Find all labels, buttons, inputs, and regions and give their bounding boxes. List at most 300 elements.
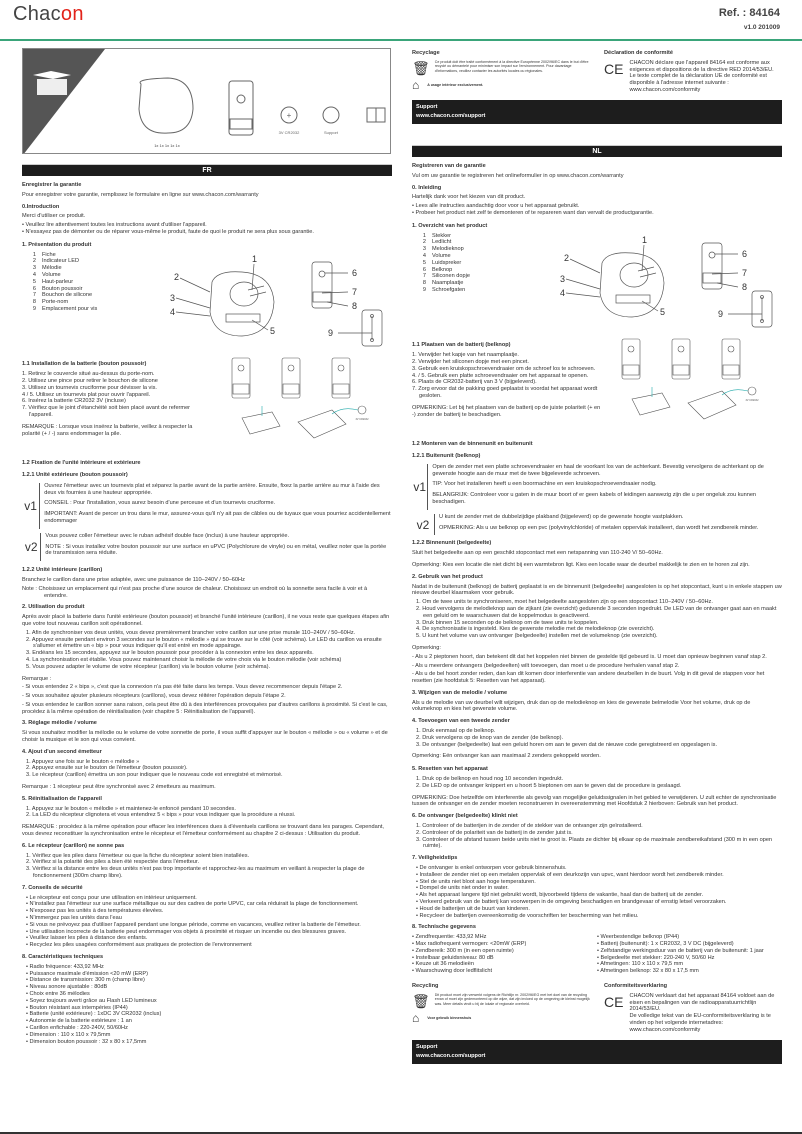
- numbered-list: [412, 599, 782, 640]
- list-item: 3. Vérifiez si la distance entre les deux unités n'est pas trop importante et rapprochez-les au maximum en veillant à respecter la plage de fonctionnement (300m champ libre).: [26, 866, 365, 880]
- part-number: 6: [32, 285, 36, 292]
- numbered-list: [22, 630, 392, 671]
- list-item: 6. Insérez la batterie CR2032 3V (incluse): [22, 398, 126, 405]
- part-item: [418, 273, 470, 280]
- spec-item: • Afmetingen: 110 x 110 x 79,5 mm: [597, 961, 684, 968]
- list-item: • Une utilisation incorrecte de la batterie peut endommager vos objets à proximité et risquer un incendie ou des blessures graves.: [26, 928, 347, 935]
- part-number: 6: [422, 266, 426, 273]
- part-number: 4: [422, 252, 426, 259]
- list-item: • Dompel de units niet onder in water.: [416, 885, 509, 892]
- battery-install-diagram: [612, 337, 782, 433]
- footer-fr: [412, 50, 782, 124]
- spec-item: • Belgedeelte met stekker: 220-240 V, 50/60 Hz: [597, 954, 715, 961]
- house-icon: ⌂: [412, 1010, 420, 1025]
- callout-7: 7: [742, 267, 748, 278]
- part-number: 3: [422, 246, 426, 253]
- weee-bin-icon: 🗑: [412, 59, 430, 76]
- product-overview: [22, 252, 392, 351]
- callout-3: 3: [560, 273, 566, 284]
- list-item: 2. Appuyez ensuite pendant environ 3 secondes sur le bouton « mélodie » qui se trouve sur le côté (voir schéma). Le LED du carillon va ensuite s'allumer et émettre un « bip » pour vous indiquer qu'il est entré en mode appairage.: [26, 636, 382, 650]
- list-item: 3. Endéans les 15 secondes, appuyez sur le bouton poussoir pour procéder à la connexion entre les deux appareils.: [26, 650, 314, 657]
- list-item: • Carillon enfichable : 220-240V, 50/60Hz: [26, 1024, 128, 1031]
- list-item: 3. Utilisez un tournevis cruciforme pour dévisser la vis.: [22, 384, 157, 391]
- spec-item: • Max radiofrequent vermogen: <20mW (ERP): [412, 941, 527, 947]
- section-heading: 1.2 Monteren van de binnenunit en buitenunit: [412, 441, 533, 448]
- variant-paragraph: TIP: Voor het installeren heeft u een boormachine en een kruiskopschroevendraaier nodig.: [432, 481, 657, 488]
- part-number: 1: [32, 251, 36, 258]
- battery-installation: [412, 337, 782, 436]
- list-item: 1. Verwijder het kapje van het naamplaatje.: [412, 352, 519, 359]
- bullet-item: • Veuillez lire attentivement toutes les instructions avant d'utiliser l'appareil.: [22, 222, 207, 229]
- list-item: • Bouton résistant aux intempéries (IP44): [26, 1004, 128, 1011]
- variant-body: [40, 533, 392, 561]
- variant-paragraph: Ouvrez l'émetteur avec un tournevis plat et séparez la partie avant de la partie arrière. Ensuite, fixez la partie arrière au mur à l'aide des deux vis fournies à une hauteur appropriée.: [44, 482, 380, 496]
- product-overview-diagram: [552, 233, 782, 329]
- paragraph: Opmerking: Kies een locatie die niet dicht bij een warmtebron ligt. Kies een locatie waar de deurbel makkelijk te zien en te horen zal zijn.: [412, 561, 750, 568]
- list-item: 2. Appuyez ensuite sur le bouton de l'émetteur (bouton poussoir).: [26, 765, 188, 772]
- bullet-item: • N'essayez pas de démonter ou de réparer vous-même le produit, faute de quoi le produit ne sera plus sous garantie.: [22, 228, 314, 235]
- indoor-use-text: Voor gebruik binnenshuis: [427, 1015, 472, 1020]
- list-item: • Dimension bouton poussoir : 32 x 80 x 17,5mm: [26, 1038, 147, 1045]
- list-item: 1. Appuyez sur le bouton « mélodie » et maintenez-le enfoncé pendant 10 secondes.: [26, 805, 236, 812]
- callout-7: 7: [352, 286, 358, 297]
- paragraph: Opmerking: Eén ontvanger kan aan maximaal 2 zenders gekoppeld worden.: [412, 753, 601, 760]
- list-item: 1. Druk op de belknop en houd nog 10 seconden ingedrukt.: [416, 776, 564, 783]
- paragraph: Hartelijk dank voor het kiezen van dit product.: [412, 194, 526, 201]
- battery-label: 3V CR2032: [278, 130, 300, 135]
- parts-list: [412, 233, 470, 332]
- spec-item: • Zelfstandige werkingsduur van de batterij van de buitenunit: 1 jaar: [597, 947, 764, 954]
- part-number: 2: [422, 239, 426, 246]
- numbered-list: [22, 853, 392, 880]
- paragraph: Vul om uw garantie te registreren het onlineformulier in op www.chacon.com/warranty: [412, 172, 624, 179]
- battery-icon: [281, 107, 297, 123]
- callout-9: 9: [718, 308, 724, 319]
- part-label: Bouton poussoir: [42, 285, 83, 292]
- section-heading: 1. Présentation du produit: [22, 241, 92, 248]
- part-number: 8: [32, 299, 36, 306]
- list-item: • Als het apparaat langere tijd niet gebruikt wordt, bijvoorbeeld tijdens de vakantie, haal dan de batterij uit de zender.: [416, 892, 704, 899]
- support-title: Support: [416, 103, 438, 110]
- part-item: [28, 272, 97, 279]
- list-item: 2. De LED op de ontvanger knippert en u hoort 5 bieptonen om aan te geven dat de procedure is geslaagd.: [416, 782, 682, 789]
- list-item: • Batterie (unité extérieure) : 1xDC 3V CR2032 (inclus): [26, 1011, 162, 1018]
- part-item: [28, 279, 97, 286]
- callout-9: 9: [328, 327, 334, 338]
- part-label: Fiche: [42, 251, 56, 258]
- spec-column-right: [597, 934, 782, 975]
- list-item: • N'installez pas l'émetteur sur une surface métallique ou sur des cadres de porte UPVC, car cela réduirait la plage de fonctionnement.: [26, 901, 359, 908]
- part-label: Volume: [42, 271, 61, 278]
- chime-drawing: [139, 78, 193, 133]
- list-item: 2. Controleer of de polariteit van de batterij in de zender juist is.: [416, 829, 573, 836]
- list-item: 2. Verwijder het siliconen dopje met een pincet.: [412, 358, 529, 365]
- part-label: Ledlicht: [432, 239, 452, 246]
- part-item: [28, 252, 97, 259]
- paragraph: Als u de melodie van uw deurbel wilt wijzigen, druk dan op de melodieknop en kies de gewenste belmelodie Voor het volume, druk op de volumeknop en kies het gewenste volume.: [412, 699, 751, 713]
- part-label: Haut-parleur: [42, 278, 74, 285]
- battery-installation: [22, 356, 392, 455]
- list-item: 4. / 5. Gebruik een platte schroevendraaier om het apparaat te openen.: [412, 372, 589, 379]
- battery-note: OPMERKING: Let bij het plaatsen van de batterij op de juiste polariteit (+ en -) zonder de batterij te beschadigen.: [412, 404, 601, 418]
- svg-text:+: +: [286, 111, 292, 120]
- bullet-list: [412, 865, 782, 919]
- section-heading: 7. Conseils de sécurité: [22, 884, 83, 891]
- list-item: 3. Gebruik een kruiskopschroevendraaier om de schroef los te schroeven.: [412, 365, 596, 372]
- spec-column-left: [412, 934, 597, 975]
- list-item: • Radio fréquence: 433,92 MHz: [26, 963, 104, 970]
- callout-4: 4: [170, 306, 176, 317]
- section-heading: 2. Gebruik van het product: [412, 573, 483, 580]
- section-nl: [412, 145, 782, 1064]
- part-item: [28, 292, 97, 299]
- list-item: 2. Houd vervolgens de melodieknop aan de zijkant (zie overzicht) gedurende 3 seconden ingedrukt. De LED van de ontvanger gaat aan en maakt een geluid om te waarschuwen dat de koppelmodus is geactiveerd.: [416, 605, 777, 619]
- list-item: 3. Le récepteur (carillon) émettra un son pour indiquer que le nouveau code est enregistré et mémorisé.: [26, 772, 283, 779]
- part-label: Volume: [432, 252, 451, 259]
- list-item: 2. Vérifiez si la polarité des piles a bien été respectée dans l'émetteur.: [26, 859, 200, 866]
- list-item: • Recyclez les piles usagées conformément aux pratiques de protection de l'environnement: [26, 942, 252, 949]
- support-link[interactable]: www.chacon.com/support: [416, 1052, 486, 1059]
- variant-body: [39, 483, 392, 529]
- variant-paragraph: NOTE : Si vous installez votre bouton poussoir sur une surface en uPVC (Polychlorure de vinyle) ou en métal, veuillez noter que la portée de transmission sera réduite.: [45, 543, 387, 557]
- paragraph: Nadat in de buitenunit (belknop) de batterij geplaatst is en de binnenunit (belgedeelte) aangesloten is op het stopcontact, kunt u in enkele stappen uw nieuwe deurbel klaarmaken voor gebruik.: [412, 583, 782, 597]
- list-item: 6. Plaats de CR2032-batterij van 3 V (bijgeleverd).: [412, 379, 537, 386]
- recycling-text: Dit product moet zijn verwerkt volgens de Richtlijn nr. 2002/96/EG met het doel van de recycling ervan of moet zijn gedemonteerd op die wijze, dat zijn invloed op de omgeving de kleinst mogelijk was. Meer details vindt u bij de lokale of regionale overheid.: [434, 992, 590, 1006]
- section-heading: 1. Overzicht van het product: [412, 222, 488, 229]
- list-item: 2. La LED du récepteur clignotera et vous entendrez 5 « bips » pour vous indiquer que la procédure a réussi.: [26, 812, 296, 819]
- list-item: 1. Om de twee units te synchroniseren, moet het belgedeelte aangesloten zijn op een stopcontact 110–240V / 50–60Hz.: [416, 599, 713, 606]
- battery-tag: 3V CR2032: [745, 399, 759, 403]
- paragraph: Merci d'utiliser ce produit.: [22, 213, 86, 220]
- spec-columns: [412, 934, 782, 975]
- part-item: [418, 253, 470, 260]
- conformity-text-2: Le texte complet de la déclaration UE de conformité est disponible à l'adresse internet suivante : www.chacon.com/conformity: [629, 73, 767, 93]
- variant-paragraph: Vous pouvez coller l'émetteur avec le ruban adhésif double face (inclus) à une hauteur appropriée.: [45, 532, 290, 539]
- callout-8: 8: [742, 281, 748, 292]
- section-heading: 0. Inleiding: [412, 184, 442, 191]
- section-heading: Registreren van de garantie: [412, 163, 486, 169]
- section-heading: 3. Wijzigen van de melodie / volume: [412, 689, 508, 696]
- language-bar-nl: NL: [412, 145, 782, 157]
- section-heading: 1.2 Fixation de l'unité intérieure et extérieure: [22, 460, 141, 467]
- variant-paragraph: U kunt de zender met de dubbelzijdige plakband (bijgeleverd) op de gewenste hoogte vastplakken.: [439, 513, 684, 520]
- callout-1: 1: [252, 253, 258, 264]
- part-label: Bouchon de silicone: [42, 292, 93, 299]
- paragraph: Pour enregistrer votre garantie, remplissez le formulaire en ligne sur www.chacon.com/warranty: [22, 191, 259, 198]
- list-item: 1. Druk eenmaal op de belknop.: [416, 728, 496, 735]
- package-icon: [33, 71, 71, 95]
- part-label: Schroefgaten: [432, 286, 466, 293]
- product-overview: [412, 233, 782, 332]
- spec-item: • Waarschuwing door ledflitslicht: [412, 968, 493, 975]
- spec-item: • Weerbestendige belknop (IP44): [597, 934, 680, 941]
- chacon-logo: Chacon: [13, 3, 84, 25]
- numbered-list: [412, 728, 782, 748]
- callout-2: 2: [564, 252, 570, 263]
- numbered-list: [22, 759, 392, 779]
- language-bar-fr: FR: [22, 164, 392, 176]
- list-item: • Recycleer de batterijen overeenkomstig de voorschriften ter bescherming van het milieu.: [416, 912, 639, 919]
- part-number: 7: [422, 273, 426, 280]
- battery-note: REMARQUE : Lorsque vous insérez la batterie, veillez à respecter la polarité (+ / -) sans endommager la pile.: [22, 423, 193, 437]
- part-item: [28, 306, 97, 313]
- parts-list: [22, 252, 97, 351]
- list-item: 1. Afin de synchroniser vos deux unités, vous devez premièrement brancher votre carillon sur une prise murale 110–240V / 50–60Hz.: [26, 629, 356, 636]
- support-title: Support: [416, 1043, 438, 1050]
- part-item: [418, 246, 470, 253]
- recycling-text: Ce produit doit être traité conformément à la directive Européenne 2002/96/EC dans le but d'être recyclé ou démantelé pour minimiser son impact sur l'environnement. Pour davantage d'informations, veuillez contacter les autorités locales ou régionales.: [434, 59, 589, 73]
- support-box-nl: [412, 1040, 782, 1064]
- battery-install-diagram: [222, 356, 392, 452]
- list-item: • Le récepteur est conçu pour une utilisation en intérieur uniquement.: [26, 894, 197, 901]
- bullet-item: • Lees alle instructies aandachtig door voor u het apparaat gebruikt.: [412, 203, 580, 210]
- part-number: 9: [422, 286, 426, 293]
- list-item: 4. La synchronisation est établie. Vous pouvez maintenant choisir la mélodie de votre choix via le bouton mélodie (voir schéma): [26, 656, 342, 663]
- section-heading: 8. Technische gegevens: [412, 924, 476, 931]
- paragraph: - Si vous entendez le carillon sonner sans raison, cela peut être dû à des interférences provoquées par d'autres carillons à proximité. Si c'est le cas, procédez à la même opération de réinitialisation (voir chapitre 5 : Réinitialisation de l'appareil).: [22, 701, 388, 715]
- section-heading: Enregistrer la garantie: [22, 182, 82, 188]
- list-item: • Choix entre 36 mélodies: [26, 990, 90, 997]
- support-icon: [323, 107, 339, 123]
- section-heading: 1.1 Plaatsen van de batterij (belknop): [412, 342, 511, 349]
- callout-2: 2: [174, 271, 180, 282]
- section-heading: 0.Introduction: [22, 203, 60, 210]
- variant-label: v1: [413, 479, 427, 494]
- section-heading: 1.2.1 Unité extérieure (bouton poussoir): [22, 471, 128, 478]
- list-item: • Dimension : 110 x 110 x 79,5mm: [26, 1031, 111, 1038]
- bullet-list: [22, 964, 392, 1046]
- variant-label: v2: [24, 539, 38, 554]
- list-item: • Soyez toujours averti grâce au Flash LED lumineux: [26, 997, 157, 1004]
- list-item: 3. De ontvanger (belgedeelte) laat een geluid horen om aan te geven dat de nieuwe code geregistreerd en opgeslagen is.: [416, 741, 718, 748]
- section-heading: 4. Ajout d'un second émetteur: [22, 748, 102, 755]
- part-label: Siliconen dopje: [432, 273, 470, 280]
- numbered-list: [412, 776, 782, 790]
- list-item: 4. De synchronisatie is ingesteld. Kies de gewenste melodie met de melodieknop (zie overzicht).: [416, 626, 655, 633]
- list-item: 1. Retirez le couvercle situé au-dessus du porte-nom.: [22, 371, 155, 378]
- section-heading: 5. Réinitialisation de l'appareil: [22, 795, 102, 802]
- variant-v2: [22, 533, 392, 561]
- variant-label: v1: [24, 498, 37, 513]
- part-item: [28, 265, 97, 272]
- part-number: 4: [32, 271, 36, 278]
- list-item: 1. Controleer of de batterijen in de zender of de stekker van de ontvanger zijn geïnstalleerd.: [416, 823, 643, 830]
- spec-item: • Keuze uit 36 melodieën: [412, 961, 474, 968]
- conformity-title: Conformiteitsverklaring: [604, 982, 668, 989]
- list-item: • Distance de transmission: 300 m (champ libre): [26, 977, 145, 984]
- product-overview-diagram: [162, 252, 392, 348]
- part-label: Indicateur LED: [42, 258, 80, 265]
- conformity-text: CHACON déclare que l'appareil 84164 est conforme aux exigences et dispositions de la directive RED 2014/53/EU.: [629, 59, 774, 73]
- paragraph: Branchez le carillon dans une prise adaptée, avec une puissance de 110–240V / 50–60Hz: [22, 576, 245, 583]
- list-item: 7. Vérifiez que le joint d'étanchéité soit bien placé avant de refermer l'appareil.: [22, 405, 191, 418]
- part-number: 8: [422, 280, 426, 287]
- conformity-text-2: De volledige tekst van de EU-conformiteitsverklaring is te vinden op het volgende internetadres: www.chacon.com/conformity: [629, 1013, 771, 1033]
- list-item: 5. Vous pouvez adapter le volume de votre récepteur (carillon) via le bouton volume (voir schéma).: [26, 663, 271, 670]
- reference-number: Ref. : 84164: [718, 7, 780, 19]
- callout-6: 6: [742, 248, 748, 259]
- list-item: 7. Zorg ervoor dat de pakking goed geplaatst is voordat het apparaat wordt gesloten.: [412, 386, 598, 399]
- conformity-text: CHACON verklaart dat het apparaat 84164 voldoet aan de eisen en bepalingen van de radioapparatuurrichtlijn 2014/53/EU.: [629, 992, 775, 1013]
- box-contents: [22, 48, 391, 154]
- part-item: [418, 280, 470, 287]
- paragraph: - Als u de bel hoort zonder reden, dan kan dit komen door interferentie van andere deurbellen in de buurt. Volg in dit geval de stappen voor het resetten (zie hoofdstuk 5: Resetten van het apparaat).: [412, 671, 765, 685]
- list-item: • De ontvanger is enkel ontworpen voor gebruik binnenshuis.: [416, 865, 567, 872]
- numbered-list: [412, 823, 782, 850]
- battery-tag: 3V CR2032: [355, 418, 369, 422]
- section-heading: 1.2.2 Unité intérieure (carillon): [22, 567, 103, 574]
- variant-v1: [412, 464, 782, 510]
- section-heading: 5. Resetten van het apparaat: [412, 766, 488, 773]
- spec-item: • Batterij (buitenunit): 1 x CR2032, 3 V DC (bijgeleverd): [597, 941, 734, 947]
- callout-6: 6: [352, 267, 358, 278]
- variant-v2: [412, 514, 782, 536]
- section-heading: 1.2.1 Buitenunit (belknop): [412, 452, 481, 459]
- list-item: 1. Appuyez une fois sur le bouton « mélodie »: [26, 758, 140, 765]
- part-number: 5: [422, 259, 426, 266]
- header-divider: [0, 39, 802, 41]
- variant-v1: [22, 483, 392, 529]
- part-number: 1: [422, 232, 426, 239]
- section-heading: 3. Réglage mélodie / volume: [22, 720, 97, 727]
- house-icon: ⌂: [412, 77, 420, 92]
- paragraph: Sluit het belgedeelte aan op een geschikt stopcontact met een netspanning van 110-240 V/ 50–60Hz.: [412, 550, 663, 557]
- paragraph: REMARQUE : procédez à la même opération pour effacer les interférences dues à d'éventuels carillons se trouvant dans les parages. Cependant, vous devrez reconstituer la synchronisation entre le récepteur et l'émetteur conformément au chapitre 2 ci-dessus : Utilisation du produit.: [22, 824, 384, 838]
- part-item: [418, 239, 470, 246]
- spec-item: • Instelbaar geluidsniveau: 80 dB: [412, 954, 494, 961]
- callout-3: 3: [170, 292, 176, 303]
- section-heading: 2. Utilisation du produit: [22, 604, 85, 611]
- section-heading: 4. Toevoegen van een tweede zender: [412, 718, 510, 725]
- section-heading: 6. De ontvanger (belgedeelte) klinkt niet: [412, 813, 518, 820]
- part-label: Belknop: [432, 266, 453, 273]
- part-label: Melodieknop: [432, 246, 464, 253]
- manual-icon: [367, 108, 385, 122]
- callout-8: 8: [352, 300, 358, 311]
- list-item: 3. Controleer of de afstand tussen beide units niet te groot is. Plaats ze dichter bij elkaar op de maximale zendbereikafstand (300 m in een open ruimte).: [416, 836, 773, 850]
- section-heading: 1.1 Installation de la batterie (bouton poussoir): [22, 361, 147, 368]
- part-label: Luidspreker: [432, 259, 462, 266]
- support-box-fr: [412, 100, 782, 124]
- part-number: 3: [32, 265, 36, 272]
- variant-paragraph: Open de zender met een platte schroevendraaier en haal de voorkant los van de achterkant. Bevestig vervolgens de achterkant op de gewenste hoogte aan de muur met de twee bijgeleverde schroeven.: [432, 463, 764, 477]
- list-item: • Puissance maximale d'émission <20 mW (ERP): [26, 970, 148, 977]
- variant-body: [434, 514, 758, 536]
- paragraph: OPMERKING: Doe hetzelfde om interferentie als gevolg van mogelijke geluidssignalen in het gebied te verwijderen. U zult echter de synchronisatie tussen de ontvanger en de zender moeten reconstrueren in overeenstemming met Hoofdstuk 2 hierboven: Gebruik van het product.: [412, 794, 777, 808]
- list-item: 5. U kunt het volume van uw ontvanger (belgedeelte) instellen met de volumeknop (zie overzicht).: [416, 633, 658, 640]
- paragraph: Opmerking:: [412, 644, 441, 651]
- bullet-item: • Probeer het product niet zelf te demonteren of te repareren want dan vervalt de productgarantie.: [412, 209, 654, 216]
- callout-1: 1: [642, 234, 648, 245]
- list-item: 2. Utilisez une pince pour retirer le bouchon de silicone: [22, 377, 158, 384]
- spec-item: • Zendfrequentie: 433,92 MHz: [412, 934, 487, 941]
- part-number: 9: [32, 305, 36, 312]
- section-fr: [22, 164, 392, 1045]
- paragraph: - Als u 2 pieptonen hoort, dan betekent dit dat het koppelen niet binnen de gestelde tijd gebeurd is. U moet dan opnieuw beginnen vanaf stap 2.: [412, 653, 767, 660]
- list-item: • Niveau sonore ajustable : 80dB: [26, 984, 108, 991]
- footer-nl: [412, 983, 782, 1064]
- part-item: [418, 260, 470, 267]
- part-label: Porte-nom: [42, 299, 69, 306]
- variant-paragraph: CONSEIL : Pour l'installation, vous aurez besoin d'une perceuse et d'un tournevis cruciforme.: [44, 500, 276, 507]
- recycling-title: Recycling: [412, 982, 439, 989]
- paragraph: Remarque : 1 récepteur peut être synchronisé avec 2 émetteurs au maximum.: [22, 784, 216, 791]
- spec-item: • Zendbereik: 300 m (in een open ruimte): [412, 947, 514, 954]
- part-label: Stekker: [432, 232, 451, 239]
- paragraph: - Als u meerdere ontvangers (belgedeelten) wilt toevoegen, dan moet u de procedure herhalen vanaf stap 2.: [412, 662, 680, 669]
- part-item: [28, 286, 97, 293]
- list-item: • Veuillez laisser les piles à distance des enfants.: [26, 935, 148, 942]
- paragraph: Après avoir placé la batterie dans l'unité extérieure (bouton poussoir) et branché l'unité intérieure (carillon), il ne vous reste que quelques étapes afin que votre tout nouveau carillon soit opérationnel.: [22, 614, 390, 627]
- numbered-list: [22, 806, 392, 820]
- list-item: 3. Druk binnen 15 seconden op de belknop om de twee units te koppelen.: [416, 619, 599, 626]
- list-item: • N'exposez pas les unités à des températures élevées.: [26, 908, 164, 915]
- part-item: [28, 299, 97, 306]
- battery-steps: [412, 337, 602, 436]
- spec-item: • Afmetingen belknop: 32 x 80 x 17,5 mm: [597, 968, 699, 975]
- section-heading: 1.2.2 Binnenunit (belgedeelte): [412, 540, 492, 547]
- variant-paragraph: OPMERKING: Als u uw belknop op een pvc (polyvinylchloride) of metalen oppervlak installeert, dan wordt het zendbereik minder.: [439, 524, 759, 531]
- paragraph: Remarque :: [22, 675, 52, 682]
- paragraph: - Si vous souhaitez ajouter plusieurs récepteurs (carillons), vous devez réitérer l'opération depuis l'étape 2.: [22, 693, 286, 700]
- bullet-list: [22, 895, 392, 949]
- battery-steps: [22, 356, 212, 455]
- part-item: [28, 258, 97, 265]
- quantity-label: 1x 1x 1x 1x 1x: [154, 143, 180, 148]
- variant-body: [427, 464, 782, 510]
- section-heading: 7. Veiligheidstips: [412, 855, 458, 862]
- list-item: • Installeer de zender niet op een metalen oppervlak of een deurkozijn van upvc, want hierdoor wordt het zendbereik minder.: [416, 871, 724, 878]
- indoor-use-text: A usage intérieur exclusivement.: [427, 82, 484, 87]
- version: v1.0 201009: [743, 24, 780, 31]
- doorbell-drawing: [229, 81, 253, 135]
- list-item: 2. Druk vervolgens op de knop van de zender (de belknop).: [416, 734, 564, 741]
- part-item: [418, 267, 470, 274]
- part-number: 2: [32, 258, 36, 265]
- bullet-item: Note : Choisissez un emplacement qui n'est pas proche d'une source de chaleur. Choisissez un endroit où la sonnette sera facile à voir et à entendre.: [22, 585, 368, 599]
- section-heading: 8. Caractéristiques techniques: [22, 954, 104, 960]
- recycling-title: Recyclage: [412, 50, 440, 56]
- ce-mark-icon: CE: [604, 993, 624, 1010]
- list-item: • Stel de units niet bloot aan hoge temperaturen.: [416, 878, 536, 885]
- support-link[interactable]: www.chacon.com/support: [416, 112, 486, 119]
- section-heading: 6. Le récepteur (carillon) ne sonne pas: [22, 842, 125, 849]
- callout-5: 5: [270, 325, 276, 336]
- callout-5: 5: [660, 306, 666, 317]
- part-number: 7: [32, 292, 36, 299]
- list-item: • Houd de batterijen uit de buurt van kinderen.: [416, 905, 530, 912]
- support-label: Support: [323, 130, 339, 135]
- part-number: 5: [32, 278, 36, 285]
- weee-bin-icon: 🗑: [412, 992, 430, 1009]
- list-item: • N'immergez pas les unités dans l'eau: [26, 915, 122, 922]
- list-item: • Si vous ne prévoyez pas d'utiliser l'appareil pendant une longue période, comme en vacances, veuillez retirer la batterie de l'émetteur.: [26, 921, 361, 928]
- part-item: [418, 287, 470, 294]
- list-item: 4 / 5. Utilisez un tournevis plat pour ouvrir l'appareil.: [22, 391, 151, 398]
- paragraph: Si vous souhaitez modifier la mélodie ou le volume de votre sonnette de porte, il vous suffit d'appuyer sur le bouton « mélodie » ou « volume » et de choisir la musique et le son qui vous convient.: [22, 730, 388, 744]
- list-item: • Autonomie de la batterie extérieure : 1 an: [26, 1018, 132, 1025]
- corner-triangle: [23, 49, 105, 154]
- paragraph: - Si vous entendez 2 « bips », c'est que la connexion n'a pas été faite dans les temps. Vous devez recommencer depuis l'étape 2.: [22, 684, 343, 691]
- variant-paragraph: BELANGRIJK: Controleer voor u gaten in de muur boort of er geen kabels of leidingen aanwezig zijn die u per ongeluk zou kunnen beschadigen.: [432, 492, 757, 505]
- ce-mark-icon: CE: [604, 60, 624, 77]
- variant-label: v2: [416, 517, 430, 532]
- list-item: • Verkeerd gebruik van de batterij kan voorwerpen in de omgeving beschadigen en brandgevaar of ernstig letsel veroorzaken.: [416, 899, 727, 906]
- callout-4: 4: [560, 287, 566, 298]
- conformity-title: Déclaration de conformité: [604, 50, 674, 56]
- part-label: Naamplaatje: [432, 280, 464, 287]
- part-label: Emplacement pour vis: [42, 305, 98, 312]
